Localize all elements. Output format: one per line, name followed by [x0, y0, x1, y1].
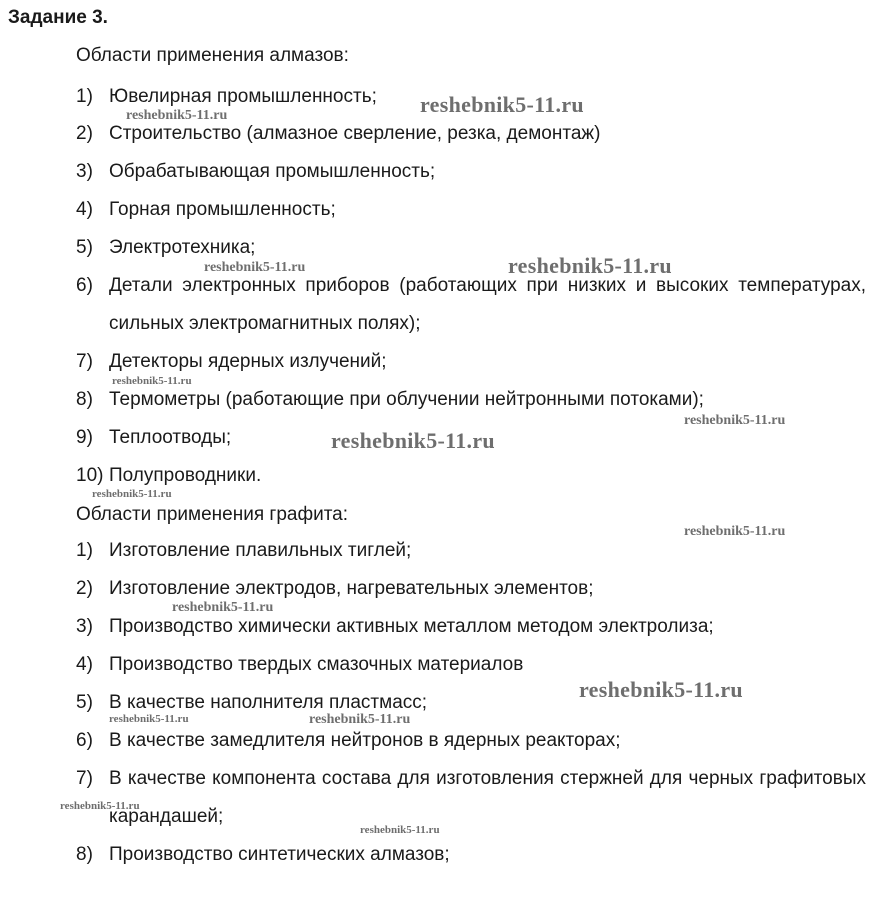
list-item-number: 5) [76, 237, 93, 258]
list-item-number: 3) [76, 616, 93, 637]
list-item-number: 6) [76, 730, 93, 751]
watermark: reshebnik5-11.ru [204, 260, 306, 275]
watermark: reshebnik5-11.ru [579, 677, 743, 702]
graphite-list-item [76, 646, 523, 684]
graphite-list-item [76, 570, 594, 608]
watermark: reshebnik5-11.ru [109, 713, 189, 725]
list-item-text: Производство химически активных металлом методом электролиза; [109, 616, 714, 637]
graphite-list-item [76, 532, 411, 570]
list-item-text: Изготовление плавильных тиглей; [109, 540, 412, 561]
watermark: reshebnik5-11.ru [360, 824, 440, 836]
watermark: reshebnik5-11.ru [508, 253, 672, 278]
list-item-text: Обрабатывающая промышленность; [109, 161, 436, 182]
list-item-text: Электротехника; [109, 237, 256, 258]
graphite-heading: Области применения графита: [76, 504, 349, 525]
watermark: reshebnik5-11.ru [309, 712, 411, 727]
watermark: reshebnik5-11.ru [92, 488, 172, 500]
list-item-number: 6) [76, 275, 93, 296]
page-title: Задание 3. [8, 7, 108, 28]
list-item-number: 7) [76, 351, 93, 372]
list-item-number: 5) [76, 692, 93, 713]
list-item-text: В качестве наполнителя пластмасс; [109, 692, 428, 713]
list-item-text: Теплоотводы; [109, 427, 232, 448]
list-item-number: 10) [76, 465, 104, 486]
diamond-list-item [76, 191, 336, 229]
list-item-number: 1) [76, 540, 93, 561]
diamond-list-item [76, 267, 866, 343]
graphite-list-item [76, 760, 866, 836]
watermark: reshebnik5-11.ru [172, 600, 274, 615]
list-item-text: Детекторы ядерных излучений; [109, 351, 387, 372]
diamond-list-item [76, 153, 435, 191]
list-item-text: Изготовление электродов, нагревательных элементов; [109, 578, 594, 599]
diamond-list-item [76, 419, 231, 457]
list-item-number: 3) [76, 161, 93, 182]
list-item-number: 4) [76, 654, 93, 675]
list-item-text: В качестве замедлителя нейтронов в ядерных реакторах; [109, 730, 621, 751]
list-item-text: Производство твердых смазочных материалов [109, 654, 524, 675]
list-item-text: Строительство (алмазное сверление, резка, демонтаж) [109, 123, 601, 144]
watermark: reshebnik5-11.ru [684, 524, 786, 539]
list-item-text: Ювелирная промышленность; [109, 86, 377, 107]
diamond-heading: Области применения алмазов: [76, 45, 349, 66]
watermark: reshebnik5-11.ru [112, 375, 192, 387]
list-item-number: 8) [76, 844, 93, 865]
list-item-text: Полупроводники. [109, 465, 262, 486]
list-item-text: Термометры (работающие при облучении нейтронными потоками); [109, 389, 704, 410]
list-item-number: 1) [76, 86, 93, 107]
list-item-number: 8) [76, 389, 93, 410]
graphite-list-item [76, 836, 450, 874]
list-item-text: Производство синтетических алмазов; [109, 844, 450, 865]
watermark: reshebnik5-11.ru [126, 108, 228, 123]
list-item-text: В качестве компонента состава для изготовления стержней для черных графитовых карандашей; [109, 768, 866, 827]
watermark: reshebnik5-11.ru [331, 428, 495, 453]
list-item-number: 4) [76, 199, 93, 220]
list-item-text: Детали электронных приборов (работающих при низких и высоких температурах, сильных электромагнитных полях); [109, 275, 866, 334]
list-item-number: 2) [76, 578, 93, 599]
watermark: reshebnik5-11.ru [60, 800, 140, 812]
watermark: reshebnik5-11.ru [684, 413, 786, 428]
list-item-number: 7) [76, 768, 93, 789]
watermark: reshebnik5-11.ru [420, 92, 584, 117]
list-item-number: 2) [76, 123, 93, 144]
list-item-text: Горная промышленность; [109, 199, 336, 220]
list-item-number: 9) [76, 427, 93, 448]
